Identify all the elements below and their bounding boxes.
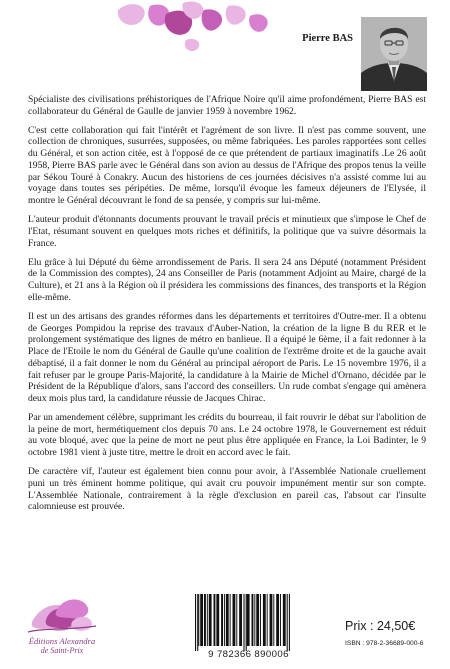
paragraph: Par un amendement célèbre, supprimant les crédits du bourreau, il fait rouvrir le débat sur l'abolition de la peine de mort, hermétiquement clos depuis 70 ans. Le 24 octobre 1978, le Gouvernement est réduit au vote bloqué, avec que la peine de mort ne peut plus être appliquée en France, la Loi Badinter, le 9 octobre 1981 vient à juste titre, mettre le droit en accord avec le fait. [28, 411, 426, 459]
isbn: ISBN : 978-2-36689-000-6 [345, 640, 424, 647]
decorative-petals-icon [0, 0, 290, 52]
publisher-location: de Saint-Prix [40, 646, 84, 655]
barcode-area [183, 591, 314, 664]
barcode-digits: 9 782366 890006 [208, 649, 289, 660]
ean-barcode-icon [193, 594, 305, 651]
paragraph: C'est cette collaboration qui fait l'intérêt et l'agrément de son livre. Il n'est pas comme souvent, une collection de chroniques, susurrées, supposées, ou même fabriquées. Les paroles rapportées sont celles du Général, et son action citée, est à l'opposé de ce que prétendent de partiaux imaginatifs .Le 26 août 1958, Pierre BAS parle avec le Général dans son avion au dessus de l'Afrique des propos tenus la veille par Sékou Touré à Conakry. Aucun des historiens de ces journées décisives n'a assisté comme lui au voyage dans toutes ses péripéties. De même, lorsqu'il évoque les fameux déjeuners de l'Elysée, il montre le Général découvrant le fond de sa pensée, y compris sur lui-même. [28, 124, 426, 207]
publisher-logo [12, 592, 112, 664]
publisher-logo-flower-icon [12, 592, 112, 636]
publisher-name: Éditions Alexandra [28, 636, 96, 646]
paragraph: Spécialiste des civilisations préhistoriques de l'Afrique Noire qu'il aime profondément, Pierre BAS est collaborateur du Général de Gaulle de janvier 1959 à novembre 1962. [28, 94, 426, 117]
author-name: Pierre BAS [302, 33, 353, 44]
paragraph: L'auteur produit d'étonnants documents prouvant le travail précis et minutieux que s'impose le Chef de l'Etat, résumant souvent en quelques mots riches et définitifs, la politique que va suivre désormais la France. [28, 214, 426, 249]
author-portrait-photo [361, 17, 427, 91]
paragraph: De caractère vif, l'auteur est également bien connu pour avoir, à l'Assemblée Nationale cruellement puni un très éminent homme politique, qui avait cru pouvoir impunément mentir sur son compte. L'Assemblée Nationale, contrairement à la règle d'exclusion en pareil cas, l'absout car l'insulte calomnieuse est prouvée. [28, 466, 426, 513]
price: Prix : 24,50€ [345, 619, 416, 633]
paragraph: Il est un des artisans des grandes réformes dans les départements et territoires d'Outre-mer. Il a obtenu de Georges Pompidou la reprise des travaux d'Auber-Nation, la création de la ligne B du RER et le prolongement systématique des lignes de métro en banlieue. Il a équipé le 6ème, il a fait redonner à la Place de l'Etoile le nom du Général de Gaulle qu'une coalition de l'extrême droite et de la gauche avait débaptisé, il a fait donner le nom du Général au principal aéroport de Paris. Le 15 novembre 1976, il a fait refuser par le groupe Paris-Majorité, la candidature à la Mairie de Michel d'Ornano, décidée par le Président de la République d'alors, sans l'accord des conseillers. Un rude combat s'engage qui amènera deux mois plus tard, la candidature réussie de Jacques Chirac. [28, 310, 426, 404]
paragraph: Elu grâce à lui Député du 6ème arrondissement de Paris. Il sera 24 ans Député (notamment Président de la Commission des comptes), 24 ans Conseiller de Paris (notamment Adjoint au Maire, chargé de la Culture), et 21 ans à la Région où il présidera les commissions des finances, des transports et la Région elle-même. [28, 256, 426, 303]
biography-text [28, 94, 426, 520]
